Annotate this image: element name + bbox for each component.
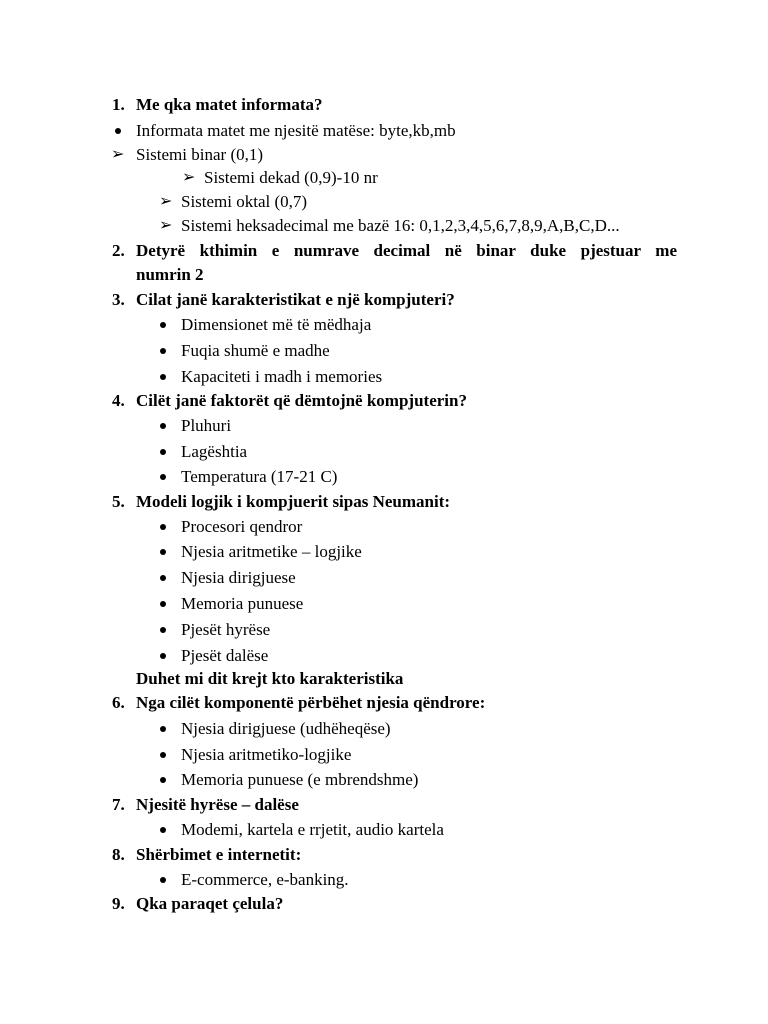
question-text: Njesitë hyrëse – dalëse — [136, 795, 299, 814]
list-item-text: Lagështia — [181, 442, 248, 461]
bullet-icon — [160, 877, 166, 883]
list-item-text: Njesia aritmetiko-logjike — [181, 745, 352, 764]
list-item — [181, 745, 351, 765]
question-number: 6. — [112, 693, 125, 712]
arrow-bullet-icon: ➢ — [111, 146, 125, 163]
bullet-icon — [160, 524, 166, 530]
bullet-icon — [160, 653, 166, 659]
bullet-icon — [160, 474, 166, 480]
question-number: 2. — [112, 241, 125, 260]
bullet-icon — [160, 777, 166, 783]
list-item-text: Fuqia shumë e madhe — [181, 341, 330, 360]
list-item — [181, 646, 268, 666]
list-item-text: Sistemi heksadecimal me bazë 16: 0,1,2,3,4,5,6,7,8,9,A,B,C,D... — [181, 216, 620, 235]
bullet-icon — [160, 575, 166, 581]
list-item — [181, 467, 337, 487]
bullet-icon — [160, 549, 166, 555]
list-item — [181, 416, 231, 436]
bullet-icon — [160, 348, 166, 354]
list-item — [181, 542, 362, 562]
bullet-icon — [160, 601, 166, 607]
question-text: Modeli logjik i kompjuerit sipas Neumanit: — [136, 492, 451, 511]
list-item — [181, 568, 296, 588]
question-9 — [112, 894, 284, 914]
question-text: Cilët janë faktorët që dëmtojnë kompjuterin? — [136, 391, 467, 410]
bullet-icon — [160, 374, 166, 380]
question-text: Shërbimet e internetit: — [136, 845, 302, 864]
question-1 — [112, 95, 323, 115]
list-item-text: Dimensionet më të mëdhaja — [181, 315, 372, 334]
list-item — [181, 517, 302, 537]
list-item-text: Sistemi oktal (0,7) — [181, 192, 308, 211]
list-item — [111, 145, 264, 165]
bullet-icon — [160, 423, 166, 429]
arrow-bullet-icon: ➢ — [159, 193, 173, 210]
list-item-text: Procesori qendror — [181, 517, 303, 536]
list-item — [181, 341, 330, 361]
question-text: Cilat janë karakteristikat e një kompjuteri? — [136, 290, 455, 309]
list-item — [181, 594, 303, 614]
list-item — [181, 367, 382, 387]
list-item — [182, 168, 378, 188]
list-item-text: Temperatura (17-21 C) — [181, 467, 338, 486]
question-text: Nga cilët komponentë përbëhet njesia qëndrore: — [136, 693, 486, 712]
list-item — [181, 719, 391, 739]
arrow-bullet-icon: ➢ — [182, 169, 196, 186]
question-6 — [112, 693, 486, 713]
note-text: Duhet mi dit krejt kto karakteristika — [136, 669, 404, 688]
list-item — [181, 442, 247, 462]
list-item — [181, 870, 349, 890]
list-item-text: Njesia dirigjuese — [181, 568, 296, 587]
question-7 — [112, 795, 299, 815]
list-item — [181, 820, 444, 840]
list-item-text: E-commerce, e-banking. — [181, 870, 349, 889]
question-number: 7. — [112, 795, 125, 814]
question-number: 9. — [112, 894, 125, 913]
question-3 — [112, 290, 455, 310]
bullet-icon — [115, 128, 121, 134]
list-item-text: Informata matet me njesitë matëse: byte,kb,mb — [136, 121, 456, 140]
question-2 — [112, 241, 677, 261]
question-8 — [112, 845, 302, 865]
list-item — [136, 121, 456, 141]
bullet-icon — [160, 449, 166, 455]
list-item-text: Pluhuri — [181, 416, 232, 435]
list-item-text: Njesia aritmetike – logjike — [181, 542, 362, 561]
list-item-text: Memoria punuese — [181, 594, 304, 613]
list-item-text: Sistemi dekad (0,9)-10 nr — [204, 168, 378, 187]
bullet-icon — [160, 627, 166, 633]
question-number: 5. — [112, 492, 125, 511]
question-text: Qka paraqet çelula? — [136, 894, 284, 913]
list-item-text: Pjesët dalëse — [181, 646, 269, 665]
list-item-text: Sistemi binar (0,1) — [136, 145, 264, 164]
list-item — [159, 192, 308, 212]
bullet-icon — [160, 752, 166, 758]
list-item-text: Njesia dirigjuese (udhëheqëse) — [181, 719, 391, 738]
question-4 — [112, 391, 467, 411]
list-item-text: Memoria punuese (e mbrendshme) — [181, 770, 419, 789]
list-item — [181, 620, 270, 640]
question-5 — [112, 492, 451, 512]
question-number: 3. — [112, 290, 125, 309]
list-item — [181, 315, 371, 335]
bullet-icon — [160, 322, 166, 328]
list-item-text: Kapaciteti i madh i memories — [181, 367, 383, 386]
question-number: 4. — [112, 391, 125, 410]
list-item — [181, 770, 418, 790]
question-text-continued: numrin 2 — [136, 265, 204, 284]
bullet-icon — [160, 827, 166, 833]
bullet-icon — [160, 726, 166, 732]
question-text: Detyrë kthimin e numrave decimal në binar duke pjestuar me — [136, 241, 677, 260]
arrow-bullet-icon: ➢ — [159, 217, 173, 234]
list-item-text: Modemi, kartela e rrjetit, audio kartela — [181, 820, 444, 839]
question-number: 8. — [112, 845, 125, 864]
list-item — [159, 216, 620, 236]
list-item-text: Pjesët hyrëse — [181, 620, 271, 639]
question-number: 1. — [112, 95, 125, 114]
question-text: Me qka matet informata? — [136, 95, 323, 114]
